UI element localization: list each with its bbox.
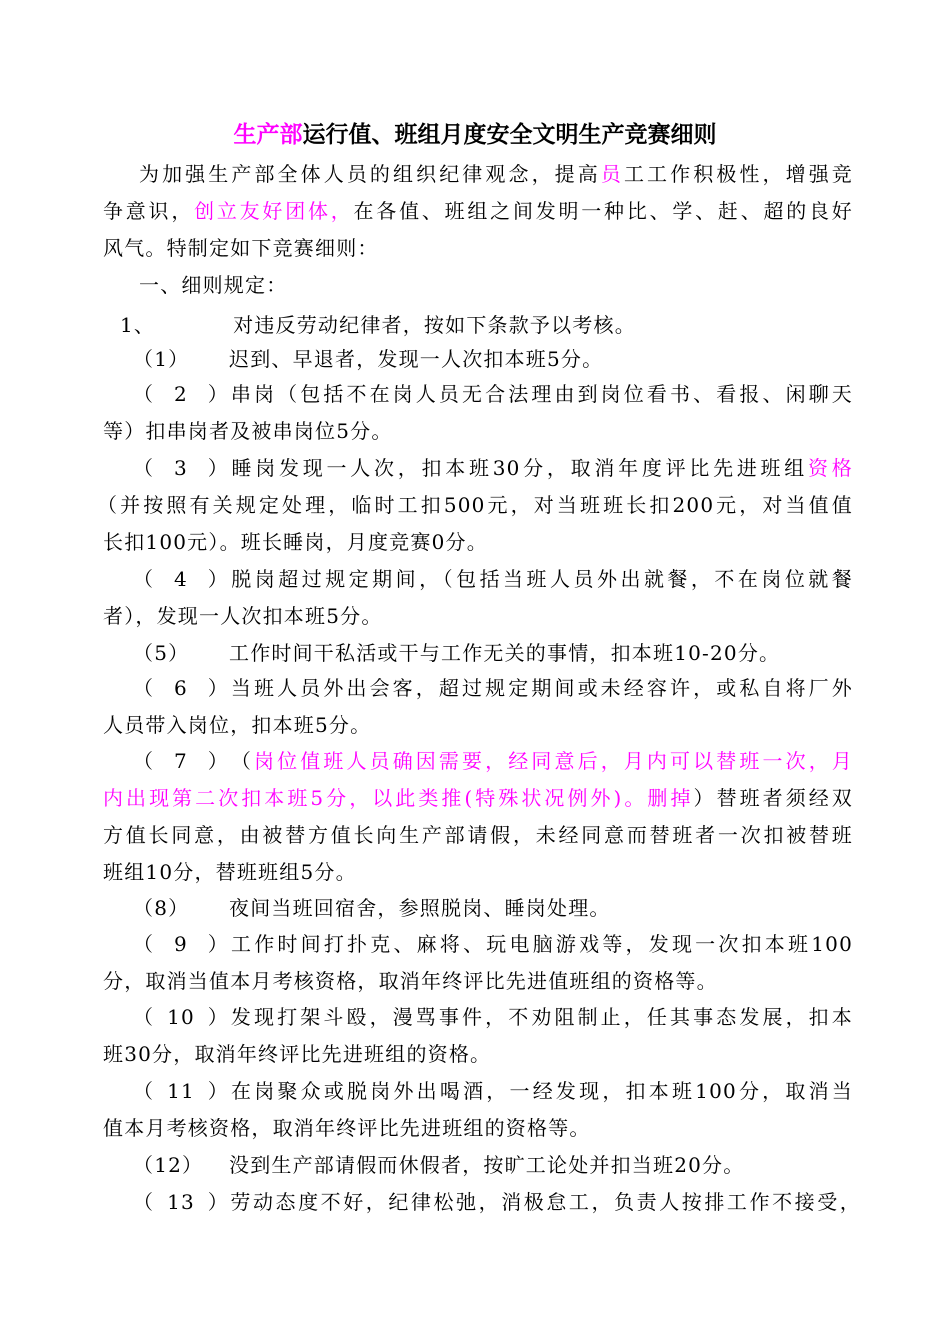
rule-3-line-1 (133, 453, 853, 483)
intro-line-1 (139, 159, 853, 189)
rule-13-line-1 (133, 1187, 861, 1217)
item-number: 1、 (120, 313, 156, 337)
rule-4-line-1 (133, 564, 853, 594)
section-heading: 一、细则规定： (139, 273, 288, 297)
rule-9-line-2: 分，取消当值本月考核资格，取消年终评比先进值班组的资格等。 (103, 969, 718, 993)
intro-highlight: 员 (600, 162, 624, 186)
rule-11-line-1 (133, 1076, 853, 1106)
intro-highlight: 创立友好团体， (194, 199, 354, 223)
intro-line-3: 风气。特制定如下竞赛细则： (103, 236, 379, 260)
rule-5 (133, 638, 883, 668)
rule-highlight: 岗位值班人员确因需要，经同意后，月内可以替班一次，月 (254, 749, 854, 773)
rule-number: （7） (133, 749, 229, 773)
rule-2-line-1 (133, 379, 853, 409)
rule-number: （6） (133, 676, 229, 700)
title-dept: 生产部 (233, 122, 303, 148)
rule-10-line-1 (133, 1002, 853, 1032)
rule-number: （1） (133, 347, 190, 371)
intro-text: 在各值、班组之间发明一种比、学、赶、超的良好 (353, 199, 853, 223)
document-title (0, 119, 950, 151)
rule-6-line-1 (133, 673, 853, 703)
rule-text: 没到生产部请假而休假者，按旷工论处并扣当班20分。 (229, 1153, 745, 1177)
rule-number: （9） (133, 932, 229, 956)
rule-12 (133, 1150, 883, 1180)
rule-8 (133, 893, 883, 923)
item-text: 对违反劳动纪律者，按如下条款予以考核。 (233, 313, 636, 337)
rule-number: （5） (133, 641, 190, 665)
rule-number: （4） (133, 567, 229, 591)
rule-text: 工作时间打扑克、麻将、玩电脑游戏等，发现一次扣本班100 (229, 932, 853, 956)
rule-text: 发现打架斗殴，漫骂事件，不劝阻制止，任其事态发展，扣本 (229, 1005, 853, 1029)
rule-7-line-4: 班组10分，替班班组5分。 (103, 860, 357, 884)
rule-number: （3） (133, 456, 229, 480)
rule-text: 脱岗超过规定期间，（包括当班人员外出就餐，不在岗位就餐 (229, 567, 853, 591)
rule-4-line-2: 者），发现一人次扣本班5分。 (103, 604, 383, 628)
rule-1 (133, 344, 883, 374)
rule-highlight: 内出现第二次扣本班5分，以此类推(特殊状况例外)。删掉 (103, 786, 694, 810)
rule-7-line-1 (133, 746, 853, 776)
rule-2-line-2: 等）扣串岗者及被串岗位5分。 (103, 419, 393, 443)
rule-text: 当班人员外出会客，超过规定期间或未经容许，或私自将厂外 (229, 676, 853, 700)
rule-10-line-2: 班30分，取消年终评比先进班组的资格。 (103, 1042, 492, 1066)
rule-3-line-3: 长扣100元）。班长睡岗，月度竞赛0分。 (103, 530, 488, 554)
rule-text: 睡岗发现一人次，扣本班30分，取消年度评比先进班组 (229, 456, 809, 480)
intro-text: 争意识， (103, 199, 195, 223)
rule-text: 串岗（包括不在岗人员无合法理由到岗位看书、看报、闲聊天 (229, 382, 853, 406)
intro-line-2 (103, 196, 853, 226)
rule-text: ）替班者须经双 (693, 786, 853, 810)
rule-3-line-2: （并按照有关规定处理，临时工扣500元，对当班班长扣200元，对当值值 (97, 493, 853, 517)
rule-9-line-1 (133, 929, 853, 959)
rule-number: （13） (133, 1190, 229, 1214)
rule-text: 劳动态度不好，纪律松弛，消极怠工，负责人按排工作不接受， (229, 1190, 861, 1214)
rule-7-line-3: 方值长同意，由被替方值长向生产部请假，未经同意而替班者一次扣被替班 (103, 823, 853, 847)
rule-text: 夜间当班回宿舍，参照脱岗、睡岗处理。 (229, 896, 611, 920)
rule-text: 在岗聚众或脱岗外出喝酒，一经发现，扣本班100分，取消当 (229, 1079, 853, 1103)
rule-number: （11） (133, 1079, 229, 1103)
rule-text: 工作时间干私活或干与工作无关的事情，扣本班10-20分。 (229, 641, 781, 665)
rule-11-line-2: 值本月考核资格，取消年终评比先进班组的资格等。 (103, 1116, 591, 1140)
rule-7-line-2 (103, 783, 853, 813)
rule-number: （2） (133, 382, 229, 406)
intro-text: 为加强生产部全体人员的组织纪律观念，提高 (139, 162, 601, 186)
rule-6-line-2: 人员带入岗位，扣本班5分。 (103, 713, 372, 737)
rule-text: 迟到、早退者，发现一人次扣本班5分。 (229, 347, 604, 371)
rule-number: （10） (133, 1005, 229, 1029)
rule-text: （ (229, 749, 255, 773)
rule-number: （12） (133, 1153, 204, 1177)
intro-text: 工工作积极性，增强竞 (623, 162, 854, 186)
item-1 (120, 310, 870, 340)
rule-highlight: 资格 (808, 456, 853, 480)
title-main: 运行值、班组月度安全文明生产竞赛细则 (302, 122, 717, 148)
rule-number: （8） (133, 896, 190, 920)
